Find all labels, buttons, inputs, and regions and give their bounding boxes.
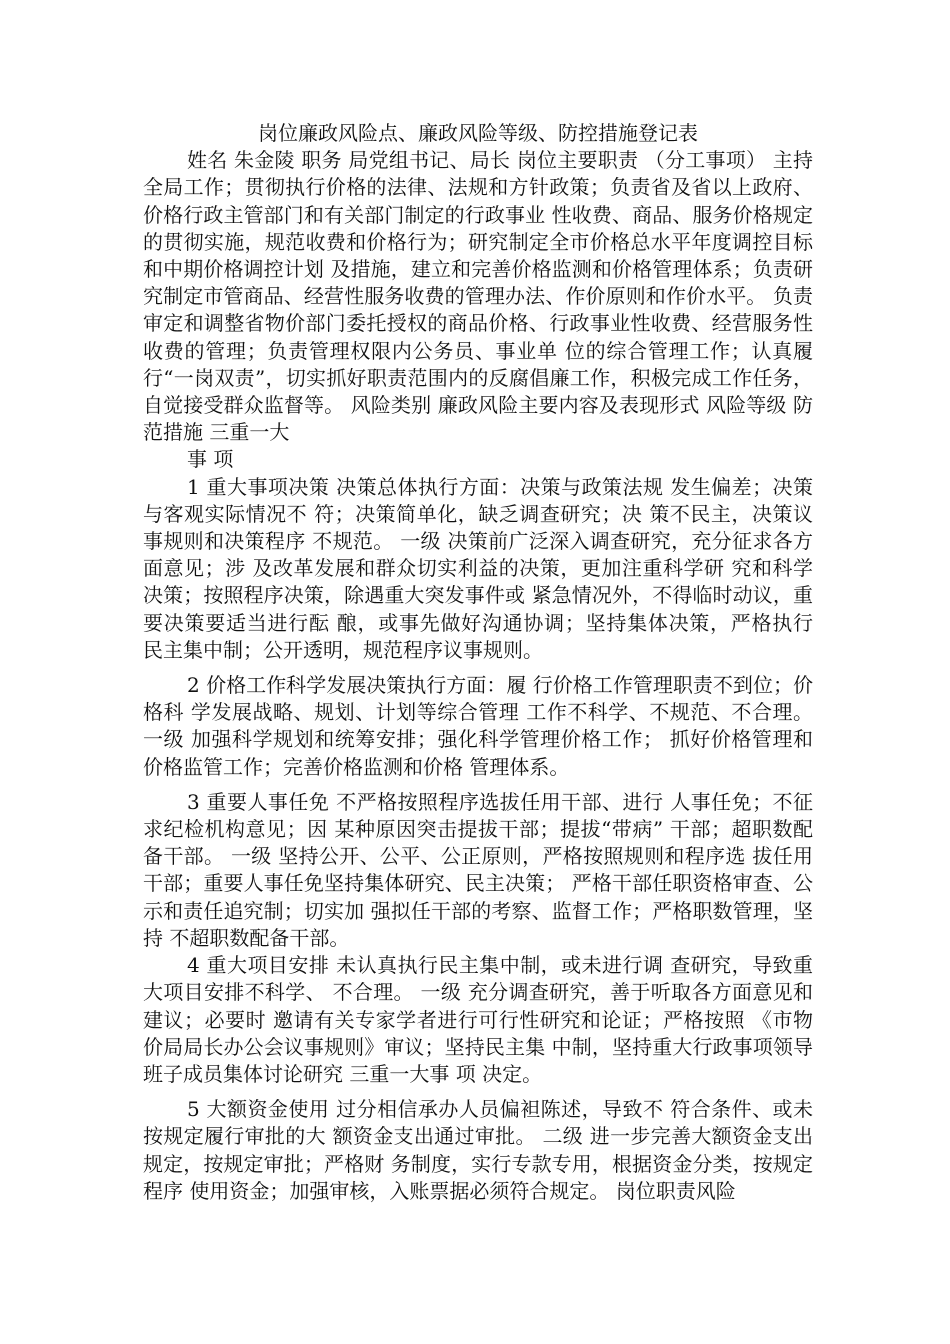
risk-item-5: 5 大额资金使用 过分相信承办人员偏袒陈述，导致不 符合条件、或未按规定履行审批的大 额资金支出通过审批。 二级 进一步完善大额资金支出规定，按规定审批；严格财 务制度，实行专款专用，根据资金分类，按规定程序 使用资金；加强审核，入账票据必须符合规定。 岗位职责风险	[143, 1097, 813, 1203]
duty-paragraph: 姓名 朱金陵 职务 局党组书记、局长 岗位主要职责 （分工事项） 主持全局工作；贯彻执行价格的法律、法规和方针政策；负责省及省以上政府、价格行政主管部门和有关部门制定的行政事业 性收费、商品、服务价格规定的贯彻实施，规范收费和价格行为；研究制定全市价格总水平年度调控目标和中期价格调控计划 及措施，建立和完善价格监测和价格管理体系；负责研究制定市管商品、经营性服务收费的管理办法、作价原则和作价水平。 负责审定和调整省物价部门委托授权的商品价格、行政事业性收费、经营服务性收费的管理；负责管理权限内公务员、事业单 位的综合管理工作；认真履行“一岗双责”，切实抓好职责范围内的反腐倡廉工作，积极完成工作任务，自觉接受群众监督等。 风险类别 廉政风险主要内容及表现形式 风险等级 防范措施 三重一大	[143, 148, 813, 445]
risk-item-3: 3 重要人事任免 不严格按照程序选拔任用干部、进行 人事任免；不征求纪检机构意见；因 某种原因突击提拔干部；提拔“带病” 干部；超职数配备干部。 一级 坚持公开、公平、公正原则，严格按照规则和程序选 拔任用干部；重要人事任免坚持集体研究、民主决策； 严格干部任职资格审查、公示和责任追究制；切实加 强拟任干部的考察、监督工作；严格职数管理，坚持 不超职数配备干部。	[143, 789, 813, 950]
document-title: 岗位廉政风险点、廉政风险等级、防控措施登记表	[258, 121, 698, 145]
risk-item-4: 4 重大项目安排 未认真执行民主集中制，或未进行调 查研究，导致重大项目安排不科学、 不合理。 一级 充分调查研究，善于听取各方面意见和建议；必要时 邀请有关专家学者进行可行性研究和论证；严格按照 《市物价局局长办公会议事规则》审议；坚持民主集 中制，坚持重大行政事项领导班子成员集体讨论研究 三重一大事 项 决定。	[143, 953, 813, 1086]
risk-item-1: 1 重大事项决策 决策总体执行方面：决策与政策法规 发生偏差；决策与客观实际情况不 符；决策简单化，缺乏调查研究；决 策不民主，决策议事规则和决策程序 不规范。 一级 决策前广泛深入调查研究，充分征求各方面意见；涉 及改革发展和群众切实利益的决策，更加注重科学研 究和科学决策；按照程序决策，除遇重大突发事件或 紧急情况外，不得临时动议，重要决策要适当进行酝 酿，或事先做好沟通协调；坚持集体决策，严格执行 民主集中制；公开透明，规范程序议事规则。	[143, 474, 813, 662]
matter-heading: 事 项	[187, 447, 234, 472]
risk-item-2: 2 价格工作科学发展决策执行方面：履 行价格工作管理职责不到位；价格科 学发展战略、规划、计划等综合管理 工作不科学、不规范、不合理。 一级 加强科学规划和统筹安排；强化科学管理价格工作； 抓好价格管理和价格监管工作；完善价格监测和价格 管理体系。	[143, 673, 813, 779]
document-page	[143, 120, 813, 1205]
